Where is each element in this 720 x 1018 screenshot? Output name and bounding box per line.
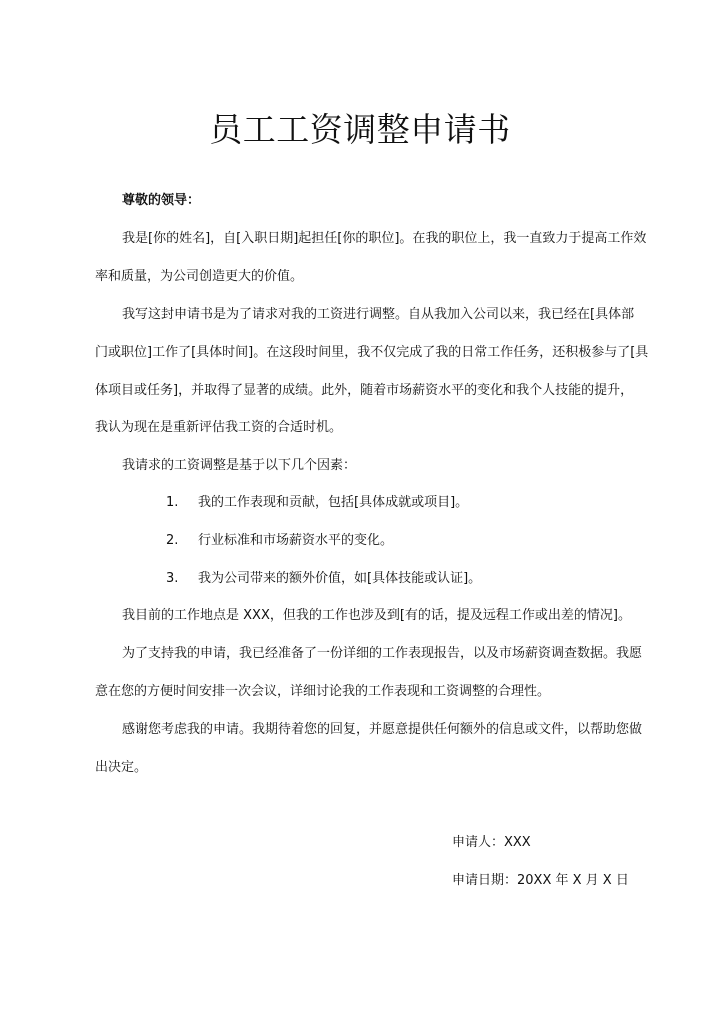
list-item-text: 行业标准和市场薪资水平的变化。 xyxy=(198,533,394,548)
paragraph-2-line-4: 我认为现在是重新评估我工资的合适时机。 xyxy=(95,420,343,435)
list-item-text: 我为公司带来的额外价值，如[具体技能或认证]。 xyxy=(198,571,482,586)
paragraph-5-line-1: 为了支持我的申请，我已经准备了一份详细的工作表现报告，以及市场薪资调查数据。我愿 xyxy=(122,646,643,661)
salutation: 尊敬的领导： xyxy=(122,193,201,208)
paragraph-1-line-2: 率和质量，为公司创造更大的价值。 xyxy=(95,269,304,284)
signature-date: 申请日期：20XX 年 X 月 X 日 xyxy=(452,873,629,888)
paragraph-5-line-2: 意在您的方便时间安排一次会议，详细讨论我的工作表现和工资调整的合理性。 xyxy=(95,684,551,699)
list-item-number: 3. xyxy=(166,571,179,586)
paragraph-2-line-1: 我写这封申请书是为了请求对我的工资进行调整。自从我加入公司以来，我已经在[具体部 xyxy=(122,307,635,322)
document-title: 员工工资调整申请书 xyxy=(209,110,511,149)
signature-applicant: 申请人：XXX xyxy=(452,835,531,850)
list-item-text: 我的工作表现和贡献，包括[具体成就或项目]。 xyxy=(198,495,469,510)
paragraph-2-line-3: 体项目或任务]，并取得了显著的成绩。此外，随着市场薪资水平的变化和我个人技能的提升， xyxy=(95,383,634,398)
list-item-number: 2. xyxy=(166,533,179,548)
paragraph-4-line-1: 我目前的工作地点是 XXX，但我的工作也涉及到[有的话，提及远程工作或出差的情况]。 xyxy=(122,608,631,623)
list-item-number: 1. xyxy=(166,495,179,510)
paragraph-6-line-2: 出决定。 xyxy=(95,760,148,775)
paragraph-1-line-1: 我是[你的姓名]，自[入职日期]起担任[你的职位]。在我的职位上，我一直致力于提高工作效 xyxy=(122,231,647,246)
paragraph-6-line-1: 感谢您考虑我的申请。我期待着您的回复，并愿意提供任何额外的信息或文件，以帮助您做 xyxy=(122,722,643,737)
paragraph-2-line-2: 门或职位]工作了[具体时间]。在这段时间里，我不仅完成了我的日常工作任务，还积极参与了[具 xyxy=(95,345,649,360)
paragraph-3-line-1: 我请求的工资调整是基于以下几个因素： xyxy=(122,458,357,473)
